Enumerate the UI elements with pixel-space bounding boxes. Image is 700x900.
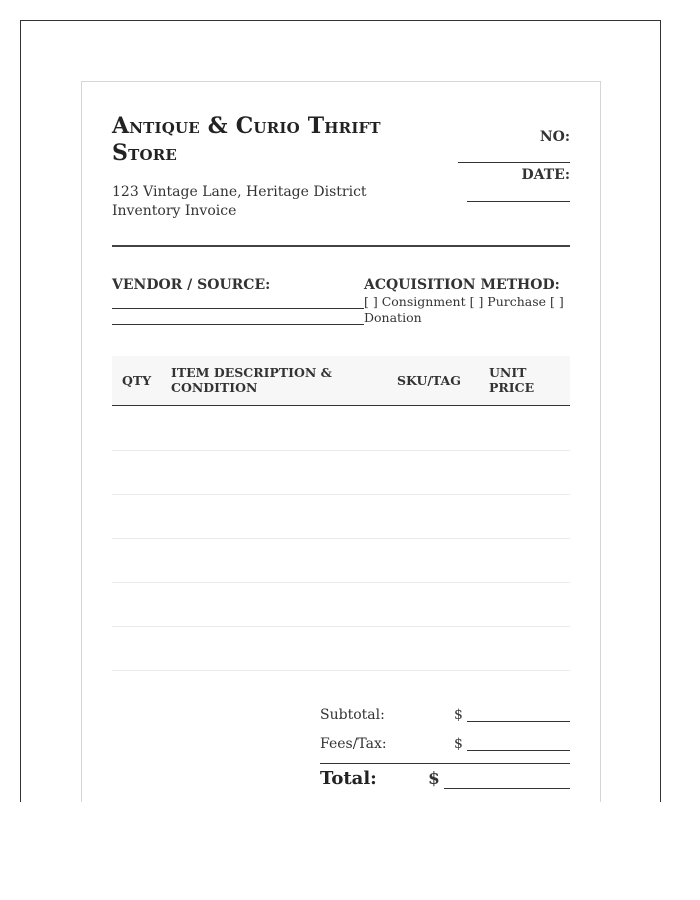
column-header-description: ITEM DESCRIPTION & CONDITION <box>171 365 332 395</box>
store-name: Antique & Curio Thrift Store <box>112 113 381 166</box>
table-row[interactable] <box>112 494 570 495</box>
store-address: 123 Vintage Lane, Heritage District <box>112 184 367 200</box>
table-row[interactable] <box>112 582 570 583</box>
table-row[interactable] <box>112 450 570 451</box>
header-divider <box>112 245 570 247</box>
total-divider <box>320 763 570 764</box>
subtotal-label: Subtotal: <box>320 707 385 723</box>
store-address-block <box>112 183 412 221</box>
column-header-qty: QTY <box>122 373 152 388</box>
vendor-field-line-2[interactable] <box>112 324 364 325</box>
subtotal-field[interactable] <box>467 721 570 722</box>
column-header-unit-price: UNIT PRICE <box>489 365 535 395</box>
total-label: Total: <box>320 768 377 789</box>
fees-tax-label: Fees/Tax: <box>320 736 387 752</box>
fees-tax-currency: $ <box>454 736 463 752</box>
table-row[interactable] <box>112 670 570 671</box>
document-type: Inventory Invoice <box>112 203 237 219</box>
table-header <box>112 356 570 406</box>
table-row[interactable] <box>112 626 570 627</box>
subtotal-currency: $ <box>454 707 463 723</box>
fees-tax-field[interactable] <box>467 750 570 751</box>
acquisition-options[interactable]: [ ] Consignment [ ] Purchase [ ] Donation <box>364 294 564 325</box>
table-row[interactable] <box>112 538 570 539</box>
date-field[interactable] <box>467 201 570 202</box>
total-field[interactable] <box>444 788 570 789</box>
acquisition-label: ACQUISITION METHOD: <box>364 277 560 293</box>
invoice-number-field[interactable] <box>458 162 570 163</box>
invoice-number-label: NO: <box>539 129 570 145</box>
vendor-field-line-1[interactable] <box>112 308 364 309</box>
column-header-sku: SKU/TAG <box>397 373 461 388</box>
vendor-label: VENDOR / SOURCE: <box>112 277 271 293</box>
date-label: DATE: <box>521 167 570 183</box>
total-currency: $ <box>428 769 440 789</box>
